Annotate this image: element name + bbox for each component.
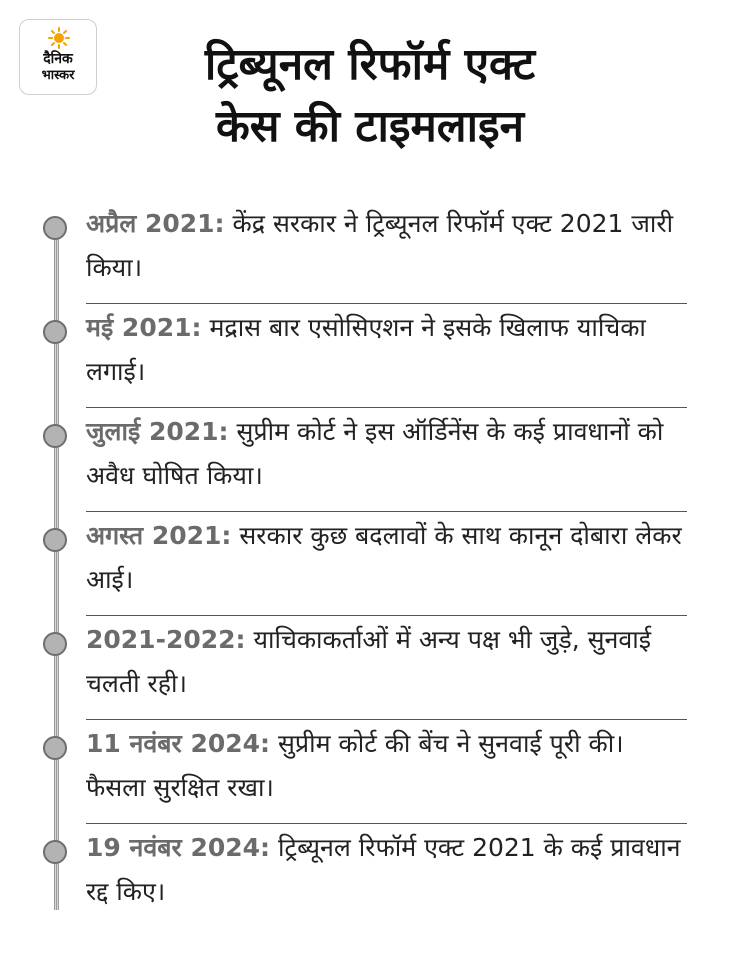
timeline-dot — [43, 736, 67, 760]
timeline-event — [0, 512, 730, 616]
event-text-block — [86, 722, 686, 810]
event-text-block — [86, 514, 686, 602]
timeline-event — [0, 304, 730, 408]
event-date: मई 2021: — [86, 313, 202, 342]
event-date: अगस्त 2021: — [86, 521, 232, 550]
timeline-event — [0, 824, 730, 928]
event-date: 2021-2022: — [86, 625, 246, 654]
logo-text-line1: दैनिक — [43, 51, 73, 67]
timeline-dot — [43, 632, 67, 656]
page-title — [110, 34, 630, 158]
event-text-block — [86, 826, 686, 914]
event-text-block — [86, 306, 686, 394]
title-line1: ट्रिब्यूनल रिफॉर्म एक्ट — [204, 39, 536, 90]
timeline-event — [0, 720, 730, 824]
logo-text-line2: भास्कर — [41, 68, 75, 83]
timeline-event — [0, 616, 730, 720]
timeline-dot — [43, 216, 67, 240]
event-description: सुप्रीम कोर्ट ने इस ऑर्डिनेंस के कई प्रावधानों को अवैध घोषित किया। — [86, 417, 664, 490]
timeline-dot — [43, 528, 67, 552]
event-description: केंद्र सरकार ने ट्रिब्यूनल रिफॉर्म एक्ट 2021 जारी किया। — [86, 209, 674, 282]
event-date: 19 नवंबर 2024: — [86, 833, 271, 862]
timeline-dot — [43, 424, 67, 448]
sun-icon — [48, 27, 70, 49]
event-description: ट्रिब्यूनल रिफॉर्म एक्ट 2021 के कई प्रावधान रद्द किए। — [86, 833, 681, 906]
event-description: सरकार कुछ बदलावों के साथ कानून दोबारा लेकर आई। — [86, 521, 682, 594]
timeline-dot — [43, 840, 67, 864]
title-line2: केस की टाइमलाइन — [215, 101, 525, 152]
event-date: अप्रैल 2021: — [86, 209, 225, 238]
event-date: 11 नवंबर 2024: — [86, 729, 271, 758]
event-text-block — [86, 202, 686, 290]
event-description: मद्रास बार एसोसिएशन ने इसके खिलाफ याचिका लगाई। — [86, 313, 646, 386]
event-description: याचिकाकर्ताओं में अन्य पक्ष भी जुड़े, सुनवाई चलती रही। — [86, 625, 652, 698]
timeline-event — [0, 200, 730, 304]
event-date: जुलाई 2021: — [86, 417, 229, 446]
timeline-dot — [43, 320, 67, 344]
event-text-block — [86, 410, 686, 498]
event-description: सुप्रीम कोर्ट की बेंच ने सुनवाई पूरी की। फैसला सुरक्षित रखा। — [86, 729, 624, 802]
dainik-bhaskar-logo — [19, 19, 97, 95]
timeline — [0, 200, 730, 920]
timeline-event — [0, 408, 730, 512]
event-text-block — [86, 618, 686, 706]
